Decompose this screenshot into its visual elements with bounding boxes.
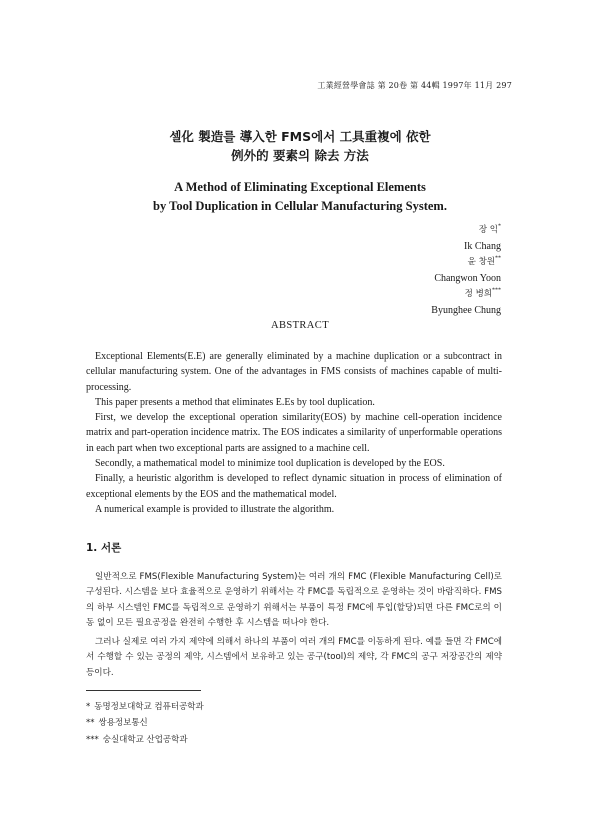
footnote-divider <box>86 690 201 691</box>
abstract-paragraph: Secondly, a mathematical model to minimize tool duplication is developed by the EOS. <box>95 458 445 470</box>
abstract-paragraph: This paper presents a method that eliminates E.Es by tool duplication. <box>95 396 375 408</box>
author-3-korean-name: 정 병희 <box>464 289 492 299</box>
abstract-paragraph: Finally, a heuristic algorithm is developed to reflect dynamic situation in process of elimination of exceptional elements by the EOS and the mathematical model. <box>86 473 502 500</box>
footnote-3-mark: *** <box>86 734 99 745</box>
author-2-korean <box>431 254 501 271</box>
body-paragraph: 일반적으로 FMS(Flexible Manufacturing System)는 여러 개의 FMC (Flexible Manufacturing Cell)로 구성된다. 시스템을 보다 효율적으로 운영하기 위해서는 각 FMC를 독립적으로 운영하는 것이 바람직하다. FMS의 하부 시스템인 FMC를 독립적으로 운영하기 위해서는 부품이 특정 FMC에 투입(할당)되면 다른 FMC로의 이동 없이 모든 필요공정을 완전히 수행한 후 시스템을 떠나야 한다. <box>86 572 502 628</box>
abstract-paragraph: First, we develop the exceptional operation similarity(EOS) by machine cell-operation incidence matrix and part-operation incidence matrix. The EOS indicates a similarity of unperformable operations in each part when two exceptional parts are assigned to a machine cell. <box>86 412 502 454</box>
footnote-1-text: 동명정보대학교 컴퓨터공학과 <box>94 702 204 712</box>
abstract-body <box>86 349 502 517</box>
author-1-korean-name: 장 익 <box>478 225 498 235</box>
footnote-2-text: 쌍용정보통신 <box>98 718 148 729</box>
author-block <box>431 222 501 318</box>
author-2-korean-name: 윤 창원 <box>467 257 495 267</box>
english-title-line-2: by Tool Duplication in Cellular Manufacturing System. <box>153 199 447 213</box>
author-2-mark: ** <box>495 255 501 262</box>
body-paragraph: 그러나 실제로 여러 가지 제약에 의해서 하나의 부품이 여러 개의 FMC를 이동하게 된다. 예를 들면 각 FMC에서 수행할 수 있는 공정의 제약, 시스템에서 보유하고 있는 공구(tool)의 제약, 각 FMC의 공구 저장공간의 제약 등이다. <box>86 637 502 678</box>
korean-title-line-2: 例外的 要素의 除去 方法 <box>231 148 369 163</box>
footnote-3 <box>86 732 204 748</box>
author-3-mark: *** <box>492 287 501 294</box>
korean-title-line-1: 셀化 製造를 導入한 FMS에서 工具重複에 依한 <box>169 129 431 144</box>
author-1-mark: * <box>498 223 501 230</box>
footnote-1 <box>86 699 204 715</box>
footnote-3-text: 숭실대학교 산업공학과 <box>102 734 188 745</box>
english-title-line-1: A Method of Eliminating Exceptional Elements <box>174 180 426 194</box>
introduction-body <box>86 570 502 681</box>
footnote-2-mark: ** <box>86 718 95 729</box>
section-heading-introduction: 1. 서론 <box>86 542 122 554</box>
author-1-korean <box>431 222 501 239</box>
footnotes <box>86 699 204 748</box>
running-header: 工業經營學會誌 第 20卷 第 44輯 1997年 11月 297 <box>317 81 512 90</box>
author-2-english: Changwon Yoon <box>434 272 501 284</box>
author-1-english: Ik Chang <box>464 240 501 252</box>
abstract-paragraph: Exceptional Elements(E.E) are generally eliminated by a machine duplication or a subcontract in cellular manufacturing system. One of the advantages in FMS consists of machines capable of multi-processing. <box>86 351 502 393</box>
author-3-english: Byunghee Chung <box>431 304 501 316</box>
footnote-2 <box>86 715 204 731</box>
abstract-heading: ABSTRACT <box>270 320 330 331</box>
footnote-1-mark: * <box>86 702 91 712</box>
abstract-paragraph: A numerical example is provided to illustrate the algorithm. <box>95 503 335 515</box>
author-3-korean <box>431 286 501 303</box>
